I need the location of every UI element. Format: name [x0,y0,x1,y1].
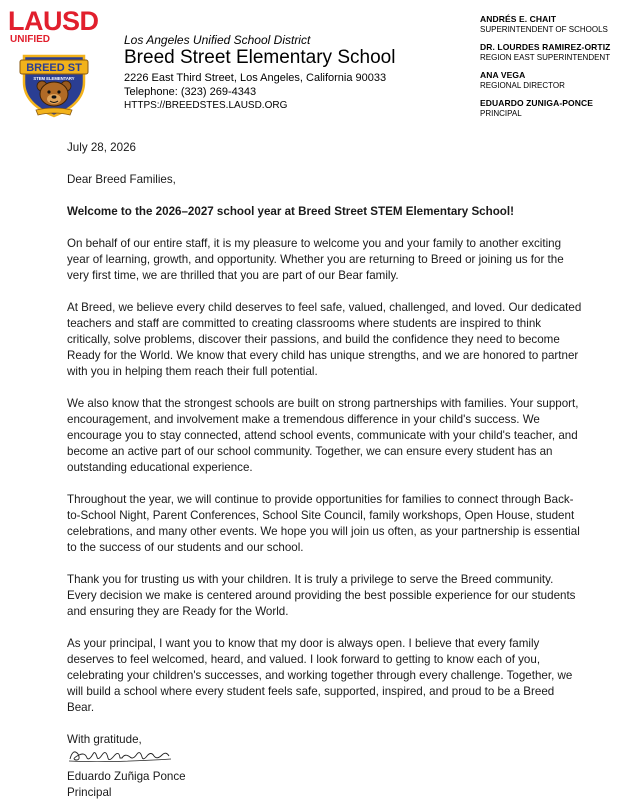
letter-paragraph: On behalf of our entire staff, it is my pleasure to welcome you and your family to another exciting year of learning, growth, and opportunity. Whether you are returning to Breed or joining us for the very first time, we are thrilled that you are part of our Bear family. [67,237,564,282]
official-entry [480,14,620,35]
district-name: Los Angeles Unified School District [124,33,311,47]
official-entry [480,98,620,119]
school-address: 2226 East Third Street, Los Angeles, California 90033 [124,72,387,84]
official-name: ANDRÉS E. CHAIT [480,14,557,24]
letter-paragraph: We also know that the strongest schools are built on strong partnerships with families. Your support, encouragement, and involvement make a tremendous difference in your child's success. We encourage you to stay connected, attend school events, communicate with your child's teacher, and become an active part of our school community. Together, we can ensure every student has an outstanding educational experience. [67,397,579,474]
official-name: ANA VEGA [480,70,526,80]
mascot-banner-text: BREED ST [26,62,82,74]
letter-body [67,140,582,801]
letter-date: July 28, 2026 [67,141,136,154]
official-title: REGION EAST SUPERINTENDENT [480,53,611,62]
signer-title: Principal [67,786,112,799]
official-entry [480,42,620,63]
letter-closing: With gratitude, [67,733,142,746]
official-title: PRINCIPAL [480,109,522,118]
officials-list [480,14,620,126]
official-title: REGIONAL DIRECTOR [480,81,565,90]
letter-paragraph: Throughout the year, we will continue to provide opportunities for families to connect through Back-to-School Night, Parent Conferences, School Site Council, family workshops, Open House, student celebrations, and many other events. We hope you will join us often, as your partnership is essential to the success of our students and our school. [67,493,580,554]
school-info [124,33,444,113]
bear-mascot-icon [18,52,90,118]
school-name: Breed Street Elementary School [124,47,396,68]
official-name: EDUARDO ZUNIGA-PONCE [480,98,593,108]
official-title: SUPERINTENDENT OF SCHOOLS [480,25,608,34]
official-name: DR. LOURDES RAMIREZ-ORTIZ [480,42,611,52]
lausd-logo-subtext: UNIFIED [10,34,50,45]
letter-paragraph: As your principal, I want you to know that my door is always open. I believe that every family deserves to feel welcomed, heard, and valued. I look forward to getting to know each of you, celebrating your children's successes, and working together through every challenge. Together, we will build a school where every student feels safe, supported, inspired, and proud to be a Breed Bear. [67,637,573,714]
school-phone: Telephone: (323) 269-4343 [124,86,257,98]
mascot-subbanner-text: STEM ELEMENTARY [33,76,75,81]
handwritten-signature [67,744,177,766]
school-logo [6,6,99,118]
lausd-logo-text: LAUSD [8,6,99,36]
letter-paragraph: At Breed, we believe every child deserves to feel safe, valued, challenged, and loved. Our dedicated teachers and staff are committed to creating classrooms where students are inspired to think critically, solve problems, discover their passions, and build the confidence they need to become Ready for the World. We know that every child has unique strengths, and we are honored to partner with you in helping them reach their full potential. [67,301,582,378]
signer-name: Eduardo Zuñiga Ponce [67,770,186,783]
salutation: Dear Breed Families, [67,173,176,186]
letter-paragraph: Thank you for trusting us with your children. It is truly a privilege to serve the Breed community. Every decision we make is centered around providing the best possible experience for our students and ensuring they are Ready for the World. [67,573,576,618]
letter-headline: Welcome to the 2026–2027 school year at Breed Street STEM Elementary School! [67,205,514,218]
official-entry [480,70,620,91]
school-website: HTTPS://BREEDSTES.LAUSD.ORG [124,100,288,111]
